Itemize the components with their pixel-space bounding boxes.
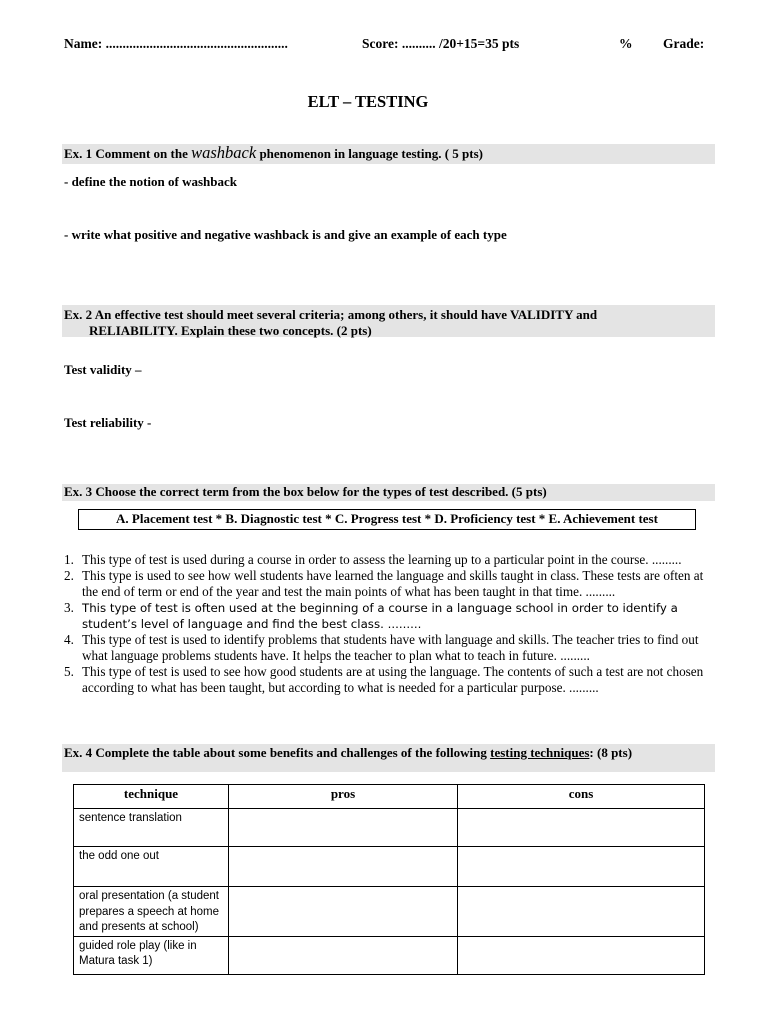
name-field: Name: ...................................................... (64, 36, 288, 51)
technique-cell: sentence translation (74, 809, 229, 847)
column-header-pros: pros (229, 785, 458, 809)
ex2-heading (62, 305, 715, 337)
ex3-heading: Ex. 3 Choose the correct term from the box below for the types of test described. (5 pts) (62, 484, 715, 501)
grade-field: Grade: (663, 36, 705, 51)
ex2-line1: Ex. 2 An effective test should meet several criteria; among others, it should have VALIDITY and (64, 307, 598, 322)
techniques-table (73, 784, 705, 975)
percent-field: % (619, 36, 633, 51)
technique-cell: the odd one out (74, 847, 229, 887)
test-reliability-label: Test reliability - (64, 415, 152, 430)
question-text: This type is used to see how well students have learned the language and skills taught in class. These tests are often at the end of term or end of the year and test the main points of what has been taught in that time. ......... (82, 568, 704, 599)
question-text: This type of test is used to see how good students are at using the language. The contents of such a test are not chosen according to what has been taught, but according to what is needed for a particular purpose. ......... (82, 664, 704, 695)
pros-cell[interactable] (229, 887, 458, 937)
ex4-label-post: : (8 pts) (589, 745, 633, 760)
ex2-line2: RELIABILITY. Explain these two concepts. (2 pts) (89, 323, 372, 338)
list-item: 3. This type of test is often used at the beginning of a course in a language school in order to identify a student’s level of language and find the best class. ......... (64, 600, 678, 631)
list-item: 4. This type of test is used to identify problems that students have with language and skills. The teacher tries to find out what language problems students have. It helps the teacher to plan what to teach in future. ......... (64, 632, 699, 663)
table-row (74, 847, 705, 887)
ex4-label-pre: Ex. 4 Complete the table about some benefits and challenges of the following (64, 745, 491, 760)
technique-cell: guided role play (like in Matura task 1) (74, 936, 229, 974)
question-text: This type of test is used during a course in order to assess the learning up to a particular point in the course. ......... (82, 552, 682, 567)
test-type-questions (64, 552, 714, 696)
cons-cell[interactable] (458, 887, 705, 937)
list-item: 2. This type is used to see how well students have learned the language and skills taught in class. These tests are often at the end of term or end of the year and test the main points of what has been taught in that time. ......... (64, 568, 704, 599)
table-row (74, 887, 705, 937)
header-row (64, 36, 714, 56)
question-text: This type of test is often used at the beginning of a course in a language school in order to identify a student’s level of language and find the best class. ......... (82, 601, 678, 631)
pros-cell[interactable] (229, 809, 458, 847)
test-validity-label: Test validity – (64, 362, 142, 377)
column-header-cons: cons (458, 785, 705, 809)
ex4-label-underlined: testing techniques (490, 745, 590, 760)
list-item: 5. This type of test is used to see how good students are at using the language. The contents of such a test are not chosen according to what has been taught, but according to what is needed for a particular purpose. ......... (64, 664, 704, 695)
score-field: Score: .......... /20+15=35 pts (362, 36, 520, 51)
ex4-heading (62, 744, 715, 772)
ex1-item-positive-negative: - write what positive and negative washback is and give an example of each type (64, 227, 507, 242)
ex1-label-pre: Ex. 1 Comment on the (64, 146, 192, 161)
table-header-row (74, 785, 705, 809)
term-box: A. Placement test * B. Diagnostic test * C. Progress test * D. Proficiency test * E. Achievement test (78, 509, 696, 530)
table-row (74, 936, 705, 974)
ex1-label-italic: washback (191, 143, 257, 162)
ex1-label-post: phenomenon in language testing. ( 5 pts) (256, 146, 483, 161)
cons-cell[interactable] (458, 847, 705, 887)
technique-cell: oral presentation (a student prepares a speech at home and presents at school) (74, 887, 229, 937)
ex1-heading (62, 144, 715, 164)
column-header-technique: technique (74, 785, 229, 809)
question-text: This type of test is used to identify problems that students have with language and skills. The teacher tries to find out what language problems students have. It helps the teacher to plan what to teach in future. ......... (82, 632, 699, 663)
ex1-item-define: - define the notion of washback (64, 174, 237, 189)
cons-cell[interactable] (458, 936, 705, 974)
cons-cell[interactable] (458, 809, 705, 847)
list-item: 1. This type of test is used during a course in order to assess the learning up to a particular point in the course. ......... (64, 552, 682, 567)
pros-cell[interactable] (229, 847, 458, 887)
table-row (74, 809, 705, 847)
pros-cell[interactable] (229, 936, 458, 974)
page-title: ELT – TESTING (307, 92, 429, 111)
